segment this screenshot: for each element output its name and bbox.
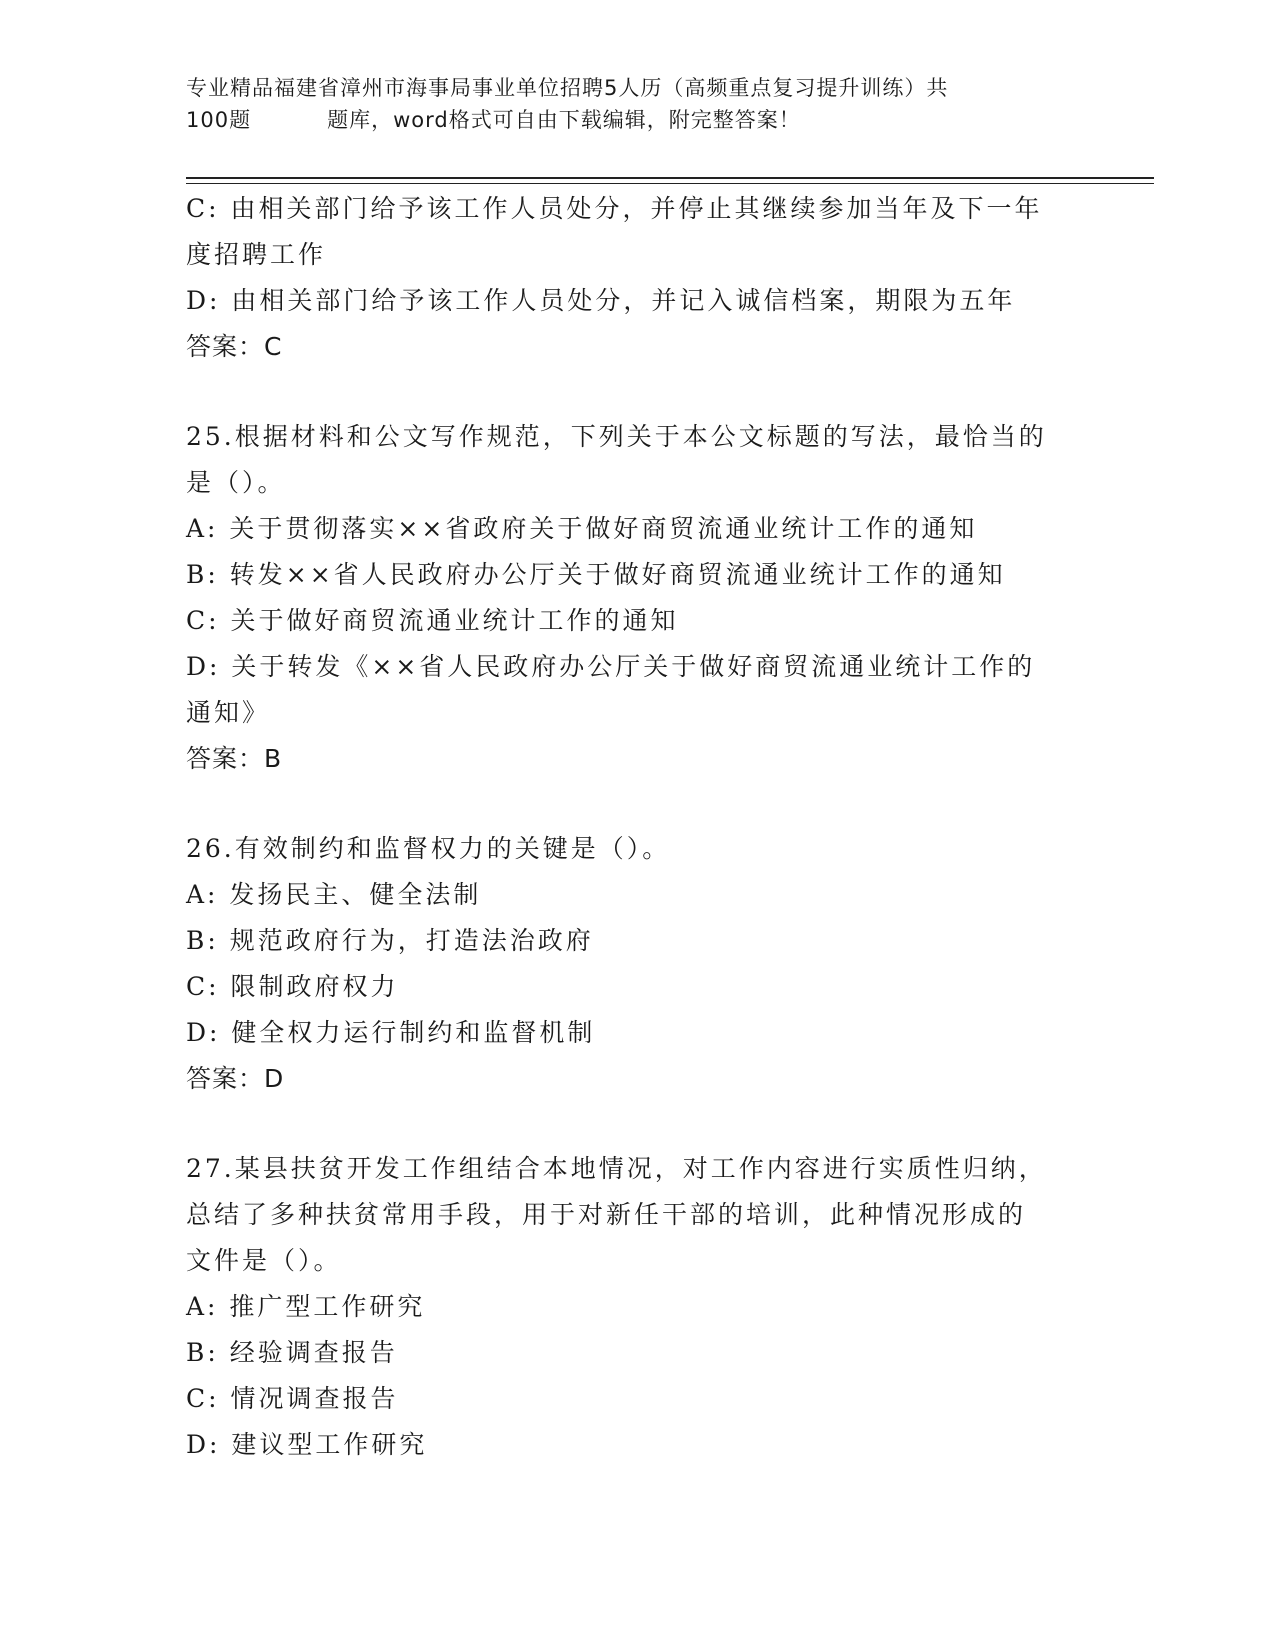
- header-title-line2: [186, 104, 1066, 136]
- question-27: [186, 1146, 1086, 1468]
- option-d: D: 由相关部门给予该工作人员处分，并记入诚信档案，期限为五年: [186, 286, 1016, 315]
- header-divider-thin: [186, 183, 1154, 184]
- option-c-line2: 度招聘工作: [186, 240, 327, 269]
- answer-label: 答案：C: [186, 332, 283, 361]
- option-c: C: 关于做好商贸流通业统计工作的通知: [186, 606, 679, 635]
- option-a: A: 关于贯彻落实××省政府关于做好商贸流通业统计工作的通知: [186, 514, 978, 543]
- question-content: [186, 186, 1086, 1468]
- answer-label: 答案：B: [186, 744, 283, 773]
- question-stem: 26.有效制约和监督权力的关键是（）。: [186, 834, 671, 863]
- option-c: C: 限制政府权力: [186, 972, 399, 1001]
- option-d-line2: 通知》: [186, 698, 271, 727]
- document-header: [186, 72, 1066, 136]
- header-question-count: 100题: [186, 108, 252, 132]
- option-a: A: 发扬民主、健全法制: [186, 880, 482, 909]
- question-stem-line1: 25.根据材料和公文写作规范，下列关于本公文标题的写法，最恰当的: [186, 422, 1047, 451]
- option-b: B: 经验调查报告: [186, 1338, 398, 1367]
- question-stem-line3: 文件是（）。: [186, 1246, 342, 1275]
- header-description: 题库，word格式可自由下载编辑，附完整答案！: [327, 108, 801, 132]
- option-b: B: 规范政府行为，打造法治政府: [186, 926, 594, 955]
- header-divider-thick: [186, 177, 1154, 179]
- option-a: A: 推广型工作研究: [186, 1292, 426, 1321]
- option-b: B: 转发××省人民政府办公厅关于做好商贸流通业统计工作的通知: [186, 560, 1006, 589]
- header-title-line1: 专业精品福建省漳州市海事局事业单位招聘5人历（高频重点复习提升训练）共: [186, 76, 949, 100]
- question-stem-line2: 总结了多种扶贫常用手段，用于对新任干部的培训，此种情况形成的: [186, 1200, 1027, 1229]
- option-d: D: 建议型工作研究: [186, 1430, 428, 1459]
- question-stem-line2: 是（）。: [186, 468, 286, 497]
- option-c-line1: C: 由相关部门给予该工作人员处分，并停止其继续参加当年及下一年: [186, 194, 1043, 223]
- question-24-tail: [186, 186, 1086, 370]
- option-d-line1: D: 关于转发《××省人民政府办公厅关于做好商贸流通业统计工作的: [186, 652, 1036, 681]
- question-26: [186, 826, 1086, 1102]
- answer-label: 答案：D: [186, 1064, 285, 1093]
- option-c: C: 情况调查报告: [186, 1384, 399, 1413]
- question-stem-line1: 27.某县扶贫开发工作组结合本地情况，对工作内容进行实质性归纳，: [186, 1154, 1047, 1183]
- option-d: D: 健全权力运行制约和监督机制: [186, 1018, 596, 1047]
- question-25: [186, 414, 1086, 782]
